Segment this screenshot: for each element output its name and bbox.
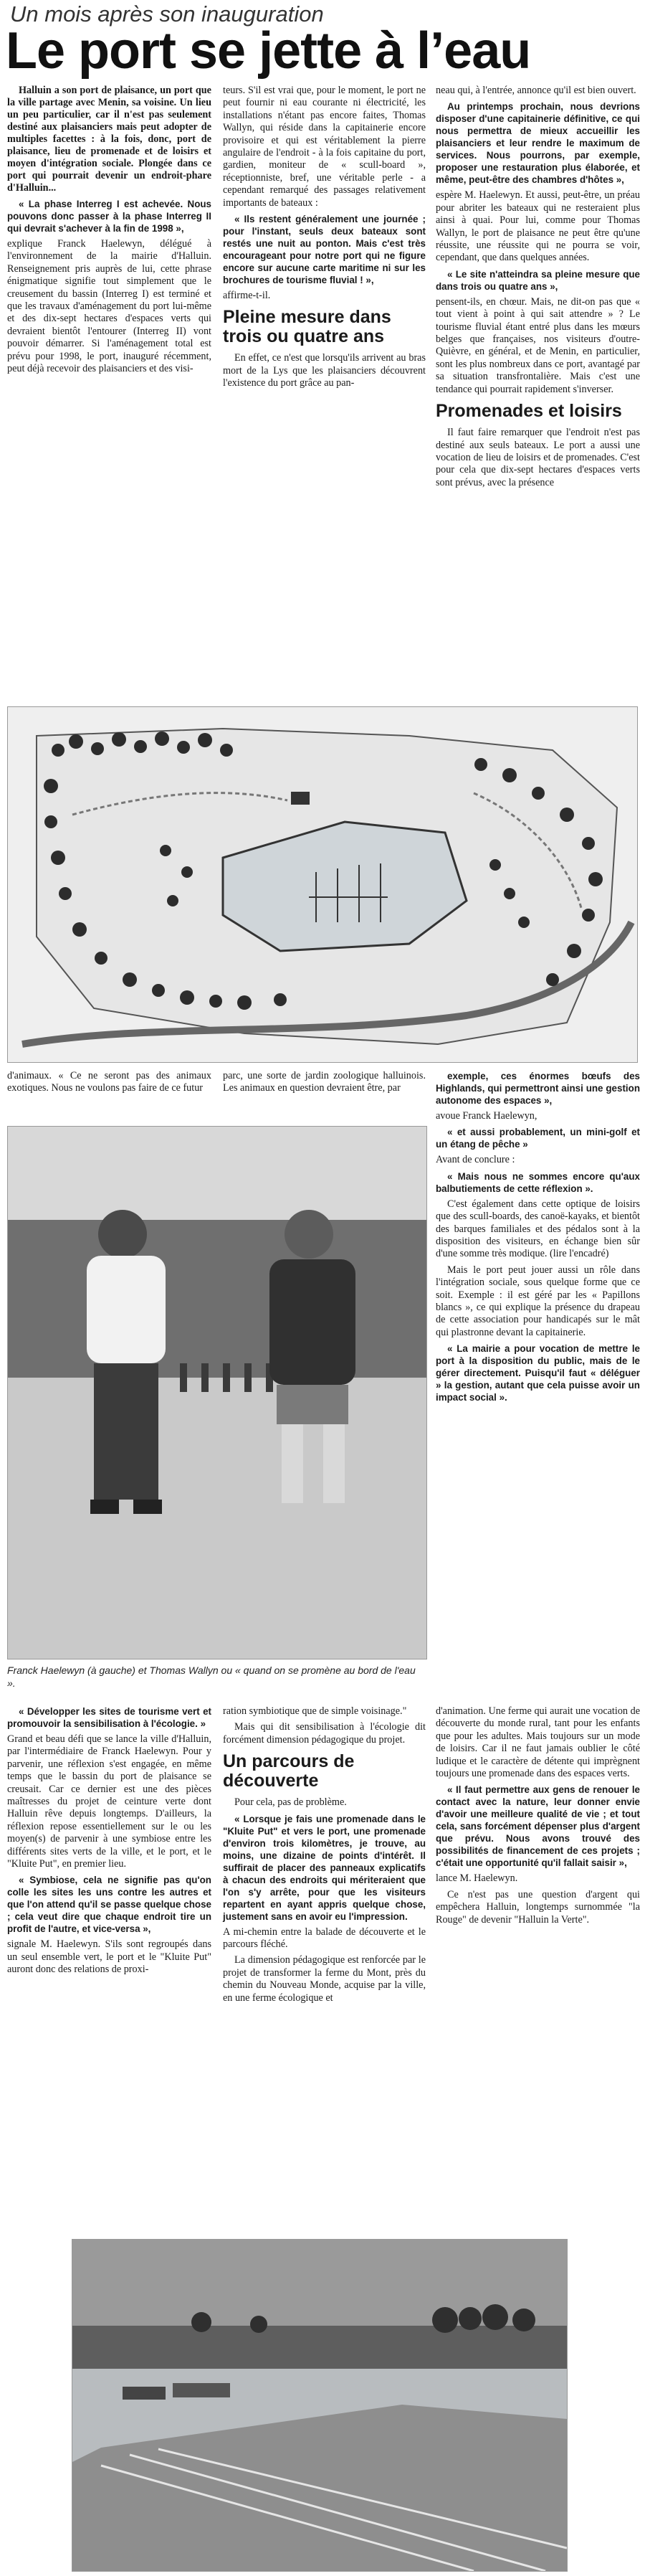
harbour-photo-drawing	[72, 2240, 567, 2571]
port-map-figure	[7, 706, 638, 1063]
body-paragraph: avoue Franck Haelewyn,	[436, 1110, 538, 1122]
quote-interreg: « La phase Interreg I est achevée. Nous pouvons donc passer à la phase Interreg II qui devrait s'achever à la fin de 1998 »,	[7, 199, 211, 234]
body-paragraph: espère M. Haelewyn. Et aussi, peut-être, un préau pour abriter les bateaux qui ne resteraient plus ainsi à quai. Pour lui, comme pour Thomas Wallyn, le port de plaisance ne peut être qu'une réussite, une réussite qui ne pourra se voir, cependant, que dans quelques années.	[436, 189, 640, 264]
quote-capitainerie: Au printemps prochain, nous devrions disposer d'une capitainerie définitive, ce qui nous permettra de mieux accueillir les plaisanciers et leur rendre le maximum de services. Nous pourrons, par exemple, proposer une restauration plus élaborée, et même, peut-être des chambres d'hôtes »,	[436, 101, 640, 186]
quote-reflexion: « Mais nous ne sommes encore qu'aux balbutiements de cette réflexion ».	[436, 1170, 640, 1194]
body-paragraph: Grand et beau défi que se lance la ville d'Halluin, par l'intermédiaire de Franck Haelewyn. Pour y parvenir, une réflexion s'est engagée, en même temps que le bassin du port de plaisance se creusait. Car ce dernier est une des pièces maîtresses du projet de ceinture verte dont Halluin rêve depuis longtemps. D'ailleurs, la réflexion repose essentiellement sur le ou les moyen(s) de parvenir à une symbiose entre les différents sites verts de la ville, et le port, et le "Kluite Put", en premier lieu.	[7, 1733, 211, 1870]
body-paragraph: Pour cela, pas de problème.	[234, 1796, 347, 1809]
body-paragraph: La dimension pédagogique est renforcée par le projet de transformer la ferme du Mont, près du chemin du Nouveau Monde, acquise par la ville, en une ferme écologique et	[223, 1954, 426, 2004]
quote-developper: « Développer les sites de tourisme vert et promouvoir la sensibilisation à l'écologie. »	[7, 1706, 211, 1729]
body-paragraph: Mais le port peut jouer aussi un rôle dans l'intégration sociale, sous quelque forme que ce soit. Exemple : il est géré par les « Papillons blancs », ce qui explique la présence du drapeau de cette association pour handicapés sur le mât qui plastronne devant la capitainerie.	[436, 1264, 640, 1338]
body-paragraph: pensent-ils, en chœur. Mais, ne dit-on pas que « tout vient à point à qui sait attendre » ? Le tourisme fluvial étant entré plus dans les mœurs belges que françaises, nos visiteurs d'outre-Quièvre, en général, et de Menin, en particulier, sont les plus nombreux dans ce port, avantagé par sa situation transfrontalière. Mais c'est une tendance qui pourrait rapidement s'inverser.	[436, 295, 640, 395]
portrait-photo	[7, 1126, 427, 1659]
subhead-promenades: Promenades et loisirs	[436, 401, 622, 422]
article-column-3b	[436, 1070, 640, 1407]
photo-drawing	[8, 1127, 426, 1659]
article-column-2b	[223, 1070, 426, 1099]
harbour-photo	[72, 2239, 568, 2572]
kicker: Un mois après son inauguration	[10, 1, 324, 27]
body-paragraph: A mi-chemin entre la balade de découverte et le parcours fléché.	[223, 1926, 426, 1951]
subhead-pleine-mesure: Pleine mesure dans trois ou quatre ans	[223, 307, 391, 347]
body-paragraph: lance M. Haelewyn.	[436, 1872, 518, 1885]
intro-paragraph: Halluin a son port de plaisance, un port que la ville partage avec Menin, sa voisine. Un lieu un peu particulier, car il n'est pas seulement destiné aux plaisanciers mais peut adopter de multiples facettes : à la fois, donc, port de plaisance, lieu de promenade et de loisirs et moyen d'intégration sociale. Plongée dans ce port qui pourrait devenir un endroit-phare d'Halluin...	[7, 85, 211, 194]
quote-mairie: « La mairie a pour vocation de mettre le port à la disposition du public, mais de le gérer directement. Puisqu'il faut « déléguer » la gestion, autant que cela puisse avoir un impact social ».	[436, 1343, 640, 1403]
body-paragraph: d'animaux. « Ce ne seront pas des animaux exotiques. Nous ne voulons pas faire de ce futur	[7, 1070, 211, 1094]
port-map-drawing	[8, 707, 637, 1062]
body-paragraph: ration symbiotique que de simple voisinage."	[223, 1705, 407, 1717]
quote-nature: « Il faut permettre aux gens de renouer le contact avec la nature, leur donner envie d'avoir une meilleure qualité de vie ; et tout cela, sans forcément dépenser plus d'argent que prévu. Nous avons trouvé des possibilités de financement de ces projets ; c'était une opportunité qu'il fallait saisir »,	[436, 1784, 640, 1869]
body-paragraph: C'est également dans cette optique de loisirs que des scull-boards, des canoë-kayaks, et bientôt des barques familiales et des pédalos sont à la disposition des visiteurs, en échange bien sûr d'une somme très modique. (lire l'encadré)	[436, 1198, 640, 1260]
article-column-2c	[223, 1705, 426, 2008]
photo-caption: Franck Haelewyn (à gauche) et Thomas Wallyn ou « quand on se promène au bord de l'eau ».	[7, 1665, 416, 1689]
quote-highlands: exemple, ces énormes bœufs des Highlands, qui permettront ainsi une gestion autonome des espaces »,	[436, 1071, 640, 1106]
body-paragraph: Mais qui dit sensibilisation à l'écologie dit forcément dimension pédagogique du projet.	[223, 1721, 426, 1746]
body-paragraph: explique Franck Haelewyn, délégué à l'environnement de la mairie d'Halluin. Renseignement pris auprès de lui, cette phrase énigmatique signifie tout simplement que le creusement du bassin (Interreg I) est terminé et que les travaux d'aménagement du port lui-même et des dix-sept hectares d'espaces verts qui devraient bientôt l'entourer (Interreg II) vont pouvoir démarrer. Si l'aménagement total est prévu pour 1998, le port, inauguré récemment, peut déjà recevoir des plaisanciers et des visi-	[7, 238, 211, 375]
article-column-3	[436, 85, 640, 493]
body-paragraph: En effet, ce n'est que lorsqu'ils arrivent au bras mort de la Lys que les plaisanciers découvrent l'existence du port grâce au pan-	[223, 352, 426, 389]
article-column-2	[223, 85, 426, 394]
body-paragraph: signale M. Haelewyn. S'ils sont regroupés dans un seul ensemble vert, le port et le "Kluite Put" auront donc des relations de proxi-	[7, 1938, 211, 1976]
body-paragraph: d'animation. Une ferme qui aurait une vocation de découverte du monde rural, tant pour les enfants que pour les adultes. Mais toujours sur un mode de loisirs. Car il ne faut jamais oublier le côté ludique et le caractère de détente qui imprègnent toujours une promenade dans des espaces verts.	[436, 1705, 640, 1780]
body-paragraph: affirme-t-il.	[223, 290, 271, 302]
body-paragraph: teurs. S'il est vrai que, pour le moment, le port ne peut fournir ni eau courante ni électricité, les installations n'étant pas encore faites, Thomas Wallyn, qui réside dans la capitainerie encore provisoire et qui est véritablement la pierre angulaire de l'endroit - à la fois capitaine du port, gardien, moniteur de « scull-board », réceptionniste, bref, une véritable perle - a cependant remarqué des passages relativement importants de bateaux :	[223, 85, 426, 209]
body-paragraph: Avant de conclure :	[436, 1154, 515, 1166]
subhead-parcours: Un parcours de découverte	[223, 1751, 355, 1791]
quote-symbiose: « Symbiose, cela ne signifie pas qu'on colle les sites les uns contre les autres et que l'on attend qu'il se passe quelque chose ; cela veut dire que chaque endroit tire un profit de l'autre, et vice-versa »,	[7, 1875, 211, 1935]
body-paragraph: parc, une sorte de jardin zoologique halluinois. Les animaux en question devraient être, par	[223, 1070, 426, 1094]
article-column-1b	[7, 1070, 211, 1099]
body-paragraph: Il faut faire remarquer que l'endroit n'est pas destiné aux seuls bateaux. Le port a aussi une vocation de lieu de loisirs et de promenades. C'est pour cela que dix-sept hectares d'espaces verts sont prévus, avec la présence	[436, 427, 640, 488]
article-column-3c	[436, 1705, 640, 1930]
headline: Le port se jette à l’eau	[6, 22, 531, 80]
quote-minigolf: « et aussi probablement, un mini-golf et un étang de pêche »	[436, 1127, 640, 1150]
body-paragraph: neau qui, à l'entrée, annonce qu'il est bien ouvert.	[436, 85, 636, 96]
article-column-1	[7, 85, 211, 379]
body-paragraph: Ce n'est pas une question d'argent qui empêchera Halluin, longtemps surnommée "la Rouge" de devenir "Halluin la Verte".	[436, 1888, 640, 1926]
quote-pleine-mesure: « Le site n'atteindra sa pleine mesure que dans trois ou quatre ans »,	[436, 268, 640, 292]
article-column-1c	[7, 1705, 211, 1980]
quote-promenade: « Lorsque je fais une promenade dans le "Kluite Put" et vers le port, une promenade d'environ trois kilomètres, je trouve, au moins, une dizaine de points d'intérêt. Il suffirait de placer des panneaux explicatifs à chacun des endroits qui mériteraient que l'on s'y arrête, pour que les visiteurs repartent en ayant appris quelque chose, justement sans en avoir eu l'impression.	[223, 1813, 426, 1922]
quote-bateaux: « Ils restent généralement une journée ; pour l'instant, seuls deux bateaux sont restés une nuit au ponton. Mais c'est très encourageant pour notre port qui ne figure encore sur aucune carte maritime ni sur les brochures de tourisme fluvial ! »,	[223, 214, 426, 286]
